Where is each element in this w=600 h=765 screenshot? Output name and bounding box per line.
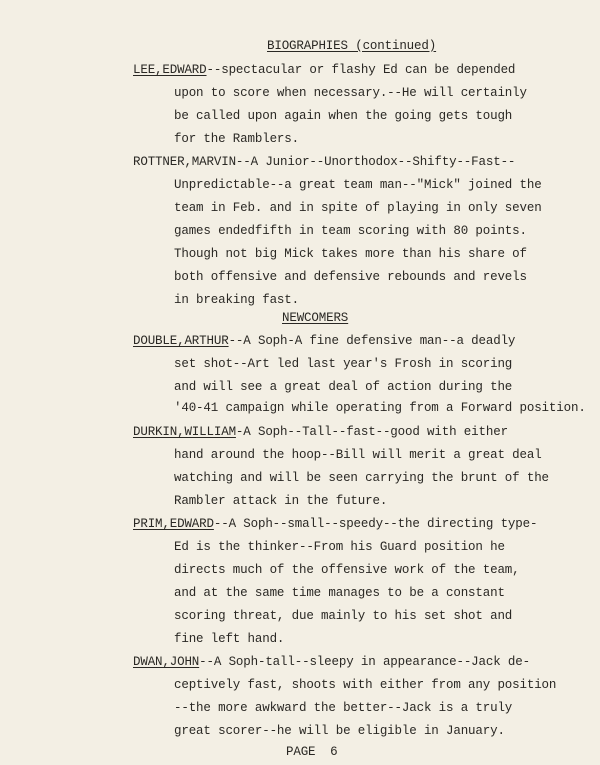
entry-prim-line-5: scoring threat, due mainly to his set shot and	[174, 609, 513, 623]
entry-double-line-1	[133, 333, 515, 349]
player-name-rottner: ROTTNER,MARVIN	[133, 155, 236, 169]
entry-rottner-line-5: Though not big Mick takes more than his share of	[174, 247, 527, 261]
entry-double-line-3: and will see a great deal of action during the	[174, 380, 513, 394]
entry-dwan-line-1	[133, 654, 530, 670]
entry-prim-line-3: directs much of the offensive work of the team,	[174, 563, 520, 577]
entry-prim-line-1	[133, 516, 537, 532]
entry-rottner-line-4: games endedfifth in team scoring with 80 points.	[174, 224, 527, 238]
entry-durkin-line-2: hand around the hoop--Bill will merit a great deal	[174, 448, 542, 462]
player-name-double: DOUBLE,ARTHUR	[133, 334, 229, 348]
entry-double-line-2: set shot--Art led last year's Frosh in scoring	[174, 357, 513, 371]
entry-text: --A Soph-tall--sleepy in appearance--Jack de-	[199, 655, 530, 669]
entry-durkin-line-1	[133, 424, 508, 440]
entry-rottner-line-3: team in Feb. and in spite of playing in only seven	[174, 201, 542, 215]
entry-durkin-line-3: watching and will be seen carrying the brunt of the	[174, 471, 549, 485]
player-name-durkin: DURKIN,WILLIAM	[133, 425, 236, 439]
entry-rottner-line-2: Unpredictable--a great team man--"Mick" joined the	[174, 178, 542, 192]
entry-prim-line-6: fine left hand.	[174, 632, 285, 646]
entry-lee-line-2: upon to score when necessary.--He will certainly	[174, 86, 527, 100]
entry-prim-line-4: and at the same time manages to be a constant	[174, 586, 505, 600]
entry-dwan-line-4: great scorer--he will be eligible in January.	[174, 724, 505, 738]
entry-dwan-line-3: --the more awkward the better--Jack is a truly	[174, 701, 513, 715]
entry-lee-line-4: for the Ramblers.	[174, 132, 299, 146]
entry-rottner-line-7: in breaking fast.	[174, 293, 299, 307]
entry-rottner-line-1	[133, 154, 515, 170]
entry-double-line-4: '40-41 campaign while operating from a Forward position.	[174, 401, 586, 415]
entry-text: --A Junior--Unorthodox--Shifty--Fast--	[235, 155, 516, 169]
entry-lee-line-1	[133, 62, 515, 78]
entry-lee-line-3: be called upon again when the going gets tough	[174, 109, 513, 123]
entry-text: --A Soph-A fine defensive man--a deadly	[228, 334, 516, 348]
entry-dwan-line-2: ceptively fast, shoots with either from any position	[174, 678, 557, 692]
player-name-dwan: DWAN,JOHN	[133, 655, 200, 669]
newcomers-heading: NEWCOMERS	[282, 311, 349, 325]
entry-durkin-line-4: Rambler attack in the future.	[174, 494, 388, 508]
entry-text: --spectacular or flashy Ed can be depended	[206, 63, 516, 77]
entry-text: -A Soph--Tall--fast--good with either	[235, 425, 508, 439]
player-name-prim: PRIM,EDWARD	[133, 517, 214, 531]
entry-rottner-line-6: both offensive and defensive rebounds and revels	[174, 270, 527, 284]
page-title: BIOGRAPHIES (continued)	[267, 39, 437, 53]
page-number: PAGE 6	[286, 745, 338, 759]
entry-text: --A Soph--small--speedy--the directing type-	[213, 517, 538, 531]
player-name-lee: LEE,EDWARD	[133, 63, 207, 77]
entry-prim-line-2: Ed is the thinker--From his Guard position he	[174, 540, 505, 554]
